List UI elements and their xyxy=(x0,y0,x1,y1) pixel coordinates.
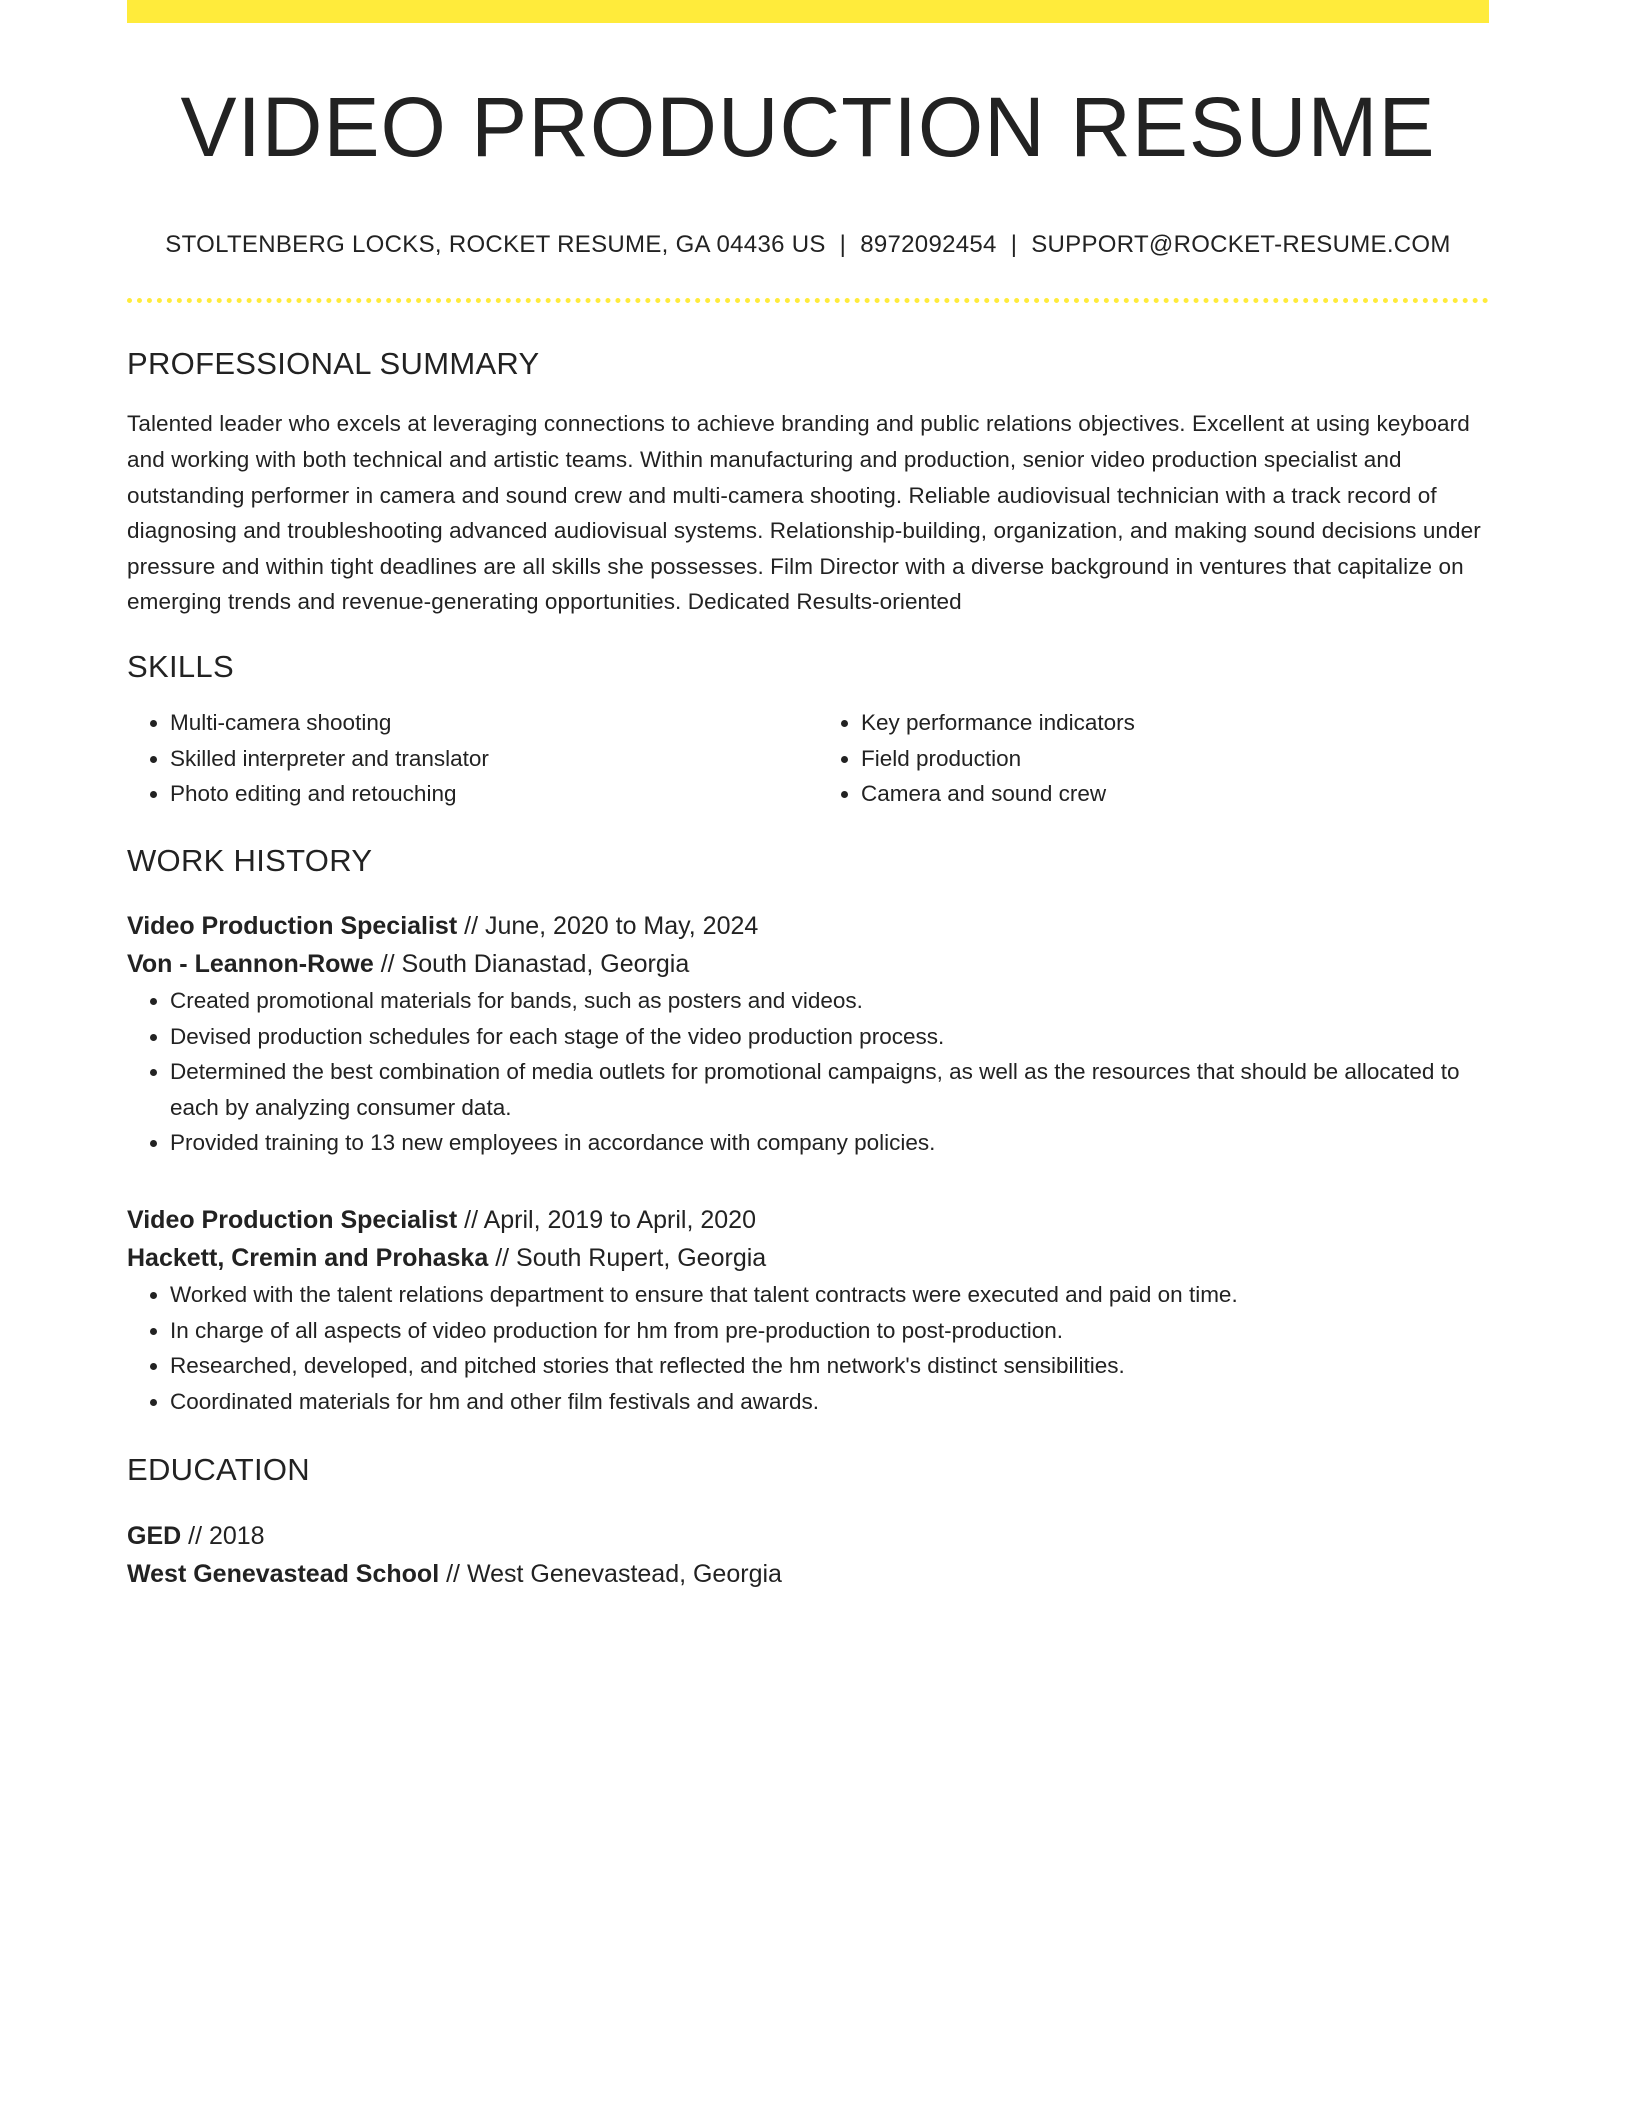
job-duty: • Created promotional materials for bands, such as posters and videos. xyxy=(170,983,1489,1019)
job-duty: • In charge of all aspects of video production for hm from pre-production to post-production. xyxy=(170,1313,1489,1349)
education-degree: GED xyxy=(127,1521,182,1550)
contact-separator: | xyxy=(1010,231,1018,259)
job-location: // South Rupert, Georgia xyxy=(488,1244,767,1273)
job-title: Video Production Specialist xyxy=(127,1206,458,1235)
skill-item: • Photo editing and retouching xyxy=(170,776,798,812)
skill-item: • Skilled interpreter and translator xyxy=(170,741,798,777)
skill-item: • Field production xyxy=(861,741,1489,777)
job-duty: • Devised production schedules for each stage of the video production process. xyxy=(170,1019,1489,1055)
accent-top-bar xyxy=(127,0,1489,23)
job-dates: // June, 2020 to May, 2024 xyxy=(457,912,759,941)
job-company-line xyxy=(127,1239,1489,1277)
skills-column-left xyxy=(127,705,798,812)
education-school: West Genevastead School xyxy=(127,1559,440,1588)
skill-item: • Camera and sound crew xyxy=(861,776,1489,812)
job-title: Video Production Specialist xyxy=(127,912,458,941)
dotted-divider xyxy=(127,298,1489,303)
work-history-heading: WORK HISTORY xyxy=(127,842,373,878)
contact-email: SUPPORT@ROCKET-RESUME.COM xyxy=(1031,231,1451,259)
skills-list xyxy=(127,705,1489,812)
job-duties xyxy=(127,1277,1489,1419)
job-title-line xyxy=(127,1201,1489,1239)
job-dates: // April, 2019 to April, 2020 xyxy=(457,1206,756,1235)
skills-column-right xyxy=(818,705,1489,812)
job-duty: • Provided training to 13 new employees in accordance with company policies. xyxy=(170,1125,1489,1161)
job-duty: • Determined the best combination of media outlets for promotional campaigns, as well as the resources that should be allocated to each by analyzing consumer data. xyxy=(170,1054,1489,1125)
education-location: // West Genevastead, Georgia xyxy=(439,1559,782,1588)
job-location: // South Dianastad, Georgia xyxy=(373,950,690,979)
education-degree-line xyxy=(127,1517,1489,1555)
education-heading: EDUCATION xyxy=(127,1452,310,1488)
job-entry xyxy=(127,907,1489,1161)
education-year: // 2018 xyxy=(181,1521,265,1550)
job-company: Von - Leannon-Rowe xyxy=(127,950,374,979)
contact-address: STOLTENBERG LOCKS, ROCKET RESUME, GA 04436 US xyxy=(165,231,826,259)
job-title-line xyxy=(127,907,1489,945)
resume-title: VIDEO PRODUCTION RESUME xyxy=(180,80,1436,174)
skills-heading: SKILLS xyxy=(127,648,234,684)
skill-item: • Key performance indicators xyxy=(861,705,1489,741)
contact-phone: 8972092454 xyxy=(860,231,997,259)
contact-separator: | xyxy=(839,231,847,259)
summary-text: Talented leader who excels at leveraging connections to achieve branding and public relations objectives. Excellent at using keyboard and working with both technical and artistic teams. Within manufacturing and production, senior video production specialist and outstanding performer in camera and sound crew and multi-camera shooting. Reliable audiovisual technician with a track record of diagnosing and troubleshooting advanced audiovisual systems. Relationship-building, organization, and making sound decisions under pressure and within tight deadlines are all skills she possesses. Film Director with a diverse background in ventures that capitalize on emerging trends and revenue-generating opportunities. Dedicated Results-oriented xyxy=(127,411,1481,615)
education-entry xyxy=(127,1517,1489,1593)
job-company-line xyxy=(127,945,1489,983)
job-company: Hackett, Cremin and Prohaska xyxy=(127,1244,489,1273)
job-duty: • Worked with the talent relations department to ensure that talent contracts were executed and paid on time. xyxy=(170,1277,1489,1313)
education-school-line xyxy=(127,1555,1489,1593)
skill-item: • Multi-camera shooting xyxy=(170,705,798,741)
job-duty: • Researched, developed, and pitched stories that reflected the hm network's distinct sensibilities. xyxy=(170,1348,1489,1384)
job-entry xyxy=(127,1201,1489,1419)
job-duties xyxy=(127,983,1489,1161)
contact-line xyxy=(127,231,1489,260)
summary-heading: PROFESSIONAL SUMMARY xyxy=(127,346,540,382)
job-duty: • Coordinated materials for hm and other film festivals and awards. xyxy=(170,1384,1489,1420)
resume-page xyxy=(127,0,1489,1593)
